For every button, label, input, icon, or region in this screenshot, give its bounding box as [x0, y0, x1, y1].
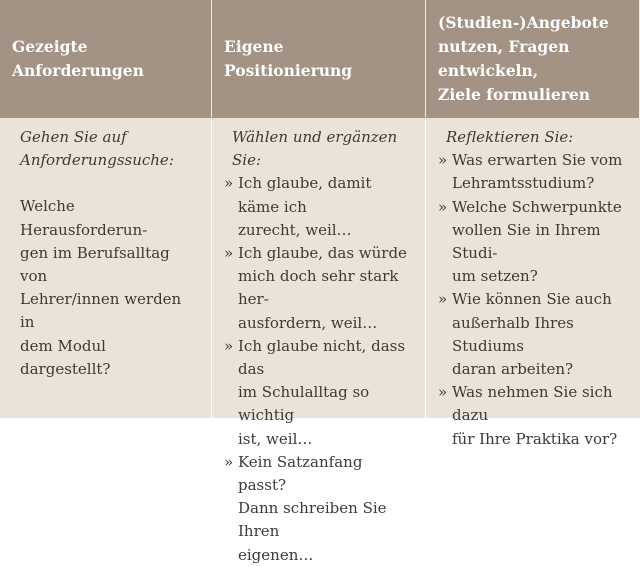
header-offers: [426, 0, 640, 118]
question-line: gen im Berufsalltag von: [20, 243, 170, 286]
intro-line: Gehen Sie auf: [20, 128, 127, 146]
list-item: » Was erwarten Sie vom Lehramtsstudium?: [438, 149, 628, 195]
question-line: Lehrer/innen werden in: [20, 290, 182, 332]
intro-line: Wählen und ergänzen Sie:: [232, 128, 398, 170]
list-item: » Was nehmen Sie sich dazu für Ihre Praktika vor?: [438, 381, 628, 451]
question-line: Welche Herausforderun-: [20, 197, 148, 239]
cell-positioning-intro: [224, 126, 413, 172]
cell-demands: [0, 118, 212, 418]
header-demands: [0, 0, 212, 118]
header-positioning: [212, 0, 426, 118]
positioning-list: [224, 172, 413, 566]
list-item: » Welche Schwerpunkte wollen Sie in Ihrem Studi- um setzen?: [438, 196, 628, 289]
header-offers-line: Ziele formulieren: [438, 85, 590, 104]
header-offers-line: (Studien-)Angebote: [438, 13, 609, 32]
list-item: » Ich glaube, das würde mich doch sehr stark her- ausfordern, weil…: [224, 242, 413, 335]
cell-offers: [426, 118, 640, 448]
question-line: dem Modul dargestellt?: [20, 336, 111, 378]
intro-line: Anforderungssuche:: [20, 151, 174, 170]
cell-demands-question: [12, 195, 199, 381]
list-item: » Wie können Sie auch außerhalb Ihres Studiums daran arbeiten?: [438, 288, 628, 381]
header-demands-label: Gezeigte Anforderungen: [12, 37, 144, 80]
header-positioning-label: Eigene Positionierung: [224, 37, 353, 80]
intro-line: Reflektieren Sie:: [446, 128, 574, 146]
list-item: » Ich glaube, damit käme ich zurecht, weil…: [224, 172, 413, 242]
header-offers-label: [438, 11, 627, 107]
header-offers-line: nutzen, Fragen entwickeln,: [438, 37, 570, 80]
cell-offers-intro: [438, 126, 628, 149]
cell-positioning: [212, 118, 426, 564]
list-item: » Ich glaube nicht, dass das im Schulalltag so wichtig ist, weil…: [224, 335, 413, 451]
cell-demands-intro: [12, 126, 199, 172]
list-item: » Kein Satzanfang passt? Dann schreiben Sie Ihren eigenen…: [224, 451, 413, 567]
offers-list: [438, 149, 628, 451]
